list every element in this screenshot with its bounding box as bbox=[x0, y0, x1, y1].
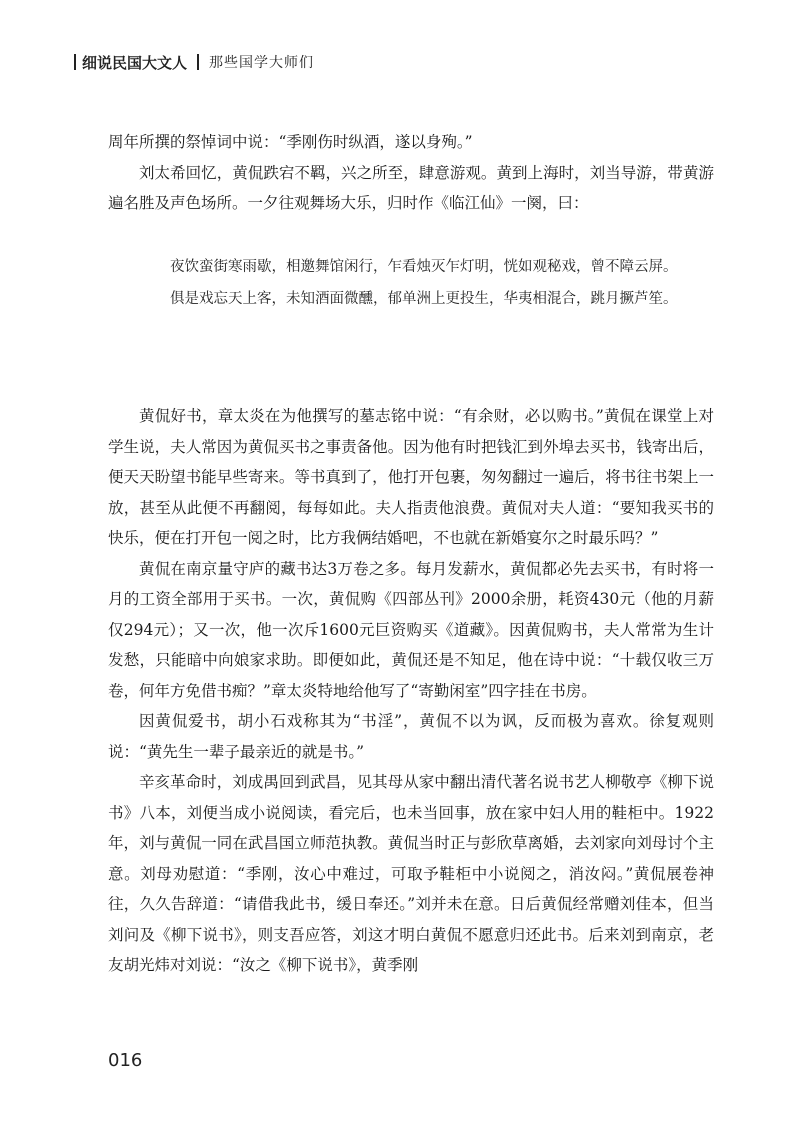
intro-text bbox=[108, 127, 714, 219]
poem-stanza: 夜饮蛮街寒雨歇，相邀舞馆闲行，乍看烛灭乍灯明，恍如观秘戏，曾不障云屏。 bbox=[170, 259, 678, 275]
poem-quote bbox=[108, 253, 714, 313]
main-text bbox=[108, 401, 714, 981]
header-divider bbox=[197, 54, 199, 70]
page-number: 016 bbox=[108, 1050, 143, 1071]
paragraph: 因黄侃爱书，胡小石戏称其为“书淫”，黄侃不以为讽，反而极为喜欢。徐复观则说：“黄先生一辈子最亲近的就是书。” bbox=[108, 712, 714, 761]
chapter-subtitle: 那些国学大师们 bbox=[209, 55, 315, 71]
paragraph: 刘太希回忆，黄侃跌宕不羁，兴之所至，肆意游观。黄到上海时，刘当导游，带黄游遍名胜及声色场所。一夕往观舞场大乐，归时作《临江仙》一阕，曰： bbox=[108, 163, 714, 212]
header-divider bbox=[74, 54, 76, 70]
poem-stanza: 俱是戏忘天上客，未知酒面微醺，郁单洲上更投生，华夷相混合，跳月撅芦笙。 bbox=[170, 290, 678, 307]
paragraph: 周年所撰的祭悼词中说：“季刚伤时纵酒，遂以身殉。” bbox=[108, 133, 473, 151]
paragraph: 黄侃好书，章太炎在为他撰写的墓志铭中说：“有余财，必以购书。”黄侃在课堂上对学生说，夫人常因为黄侃买书之事责备他。因为他有时把钱汇到外埠去买书，钱寄出后，便天天盼望书能早些寄来。等书真到了，他打开包裹，匆匆翻过一遍后，将书往书架上一放，甚至从此便不再翻阅，每每如此。夫人指责他浪费。黄侃对夫人道：“要知我买书的快乐，便在打开包一阅之时，比方我俩结婚吧，不也就在新婚宴尔之时最乐吗？” bbox=[108, 407, 714, 547]
paragraph: 黄侃在南京量守庐的藏书达3万卷之多。每月发薪水，黄侃都必先去买书，有时将一月的工资全部用于买书。一次，黄侃购《四部丛刊》2000余册，耗资430元（他的月薪仅294元）；又一次，他一次斥1600元巨资购买《道藏》。因黄侃购书，夫人常常为生计发愁，只能暗中向娘家求助。即便如此，黄侃还是不知足，他在诗中说：“十载仅收三万卷，何年方免借书痴？”章太炎特地给他写了“寄勤闲室”四字挂在书房。 bbox=[108, 559, 714, 700]
running-header bbox=[74, 50, 314, 74]
book-title: 细说民国大文人 bbox=[82, 53, 188, 72]
paragraph: 辛亥革命时，刘成禺回到武昌，见其母从家中翻出清代著名说书艺人柳敬亭《柳下说书》八本，刘便当成小说阅读，看完后，也未当回事，放在家中妇人用的鞋柜中。1922年，刘与黄侃一同在武昌国立师范执教。黄侃当时正与彭欣草离婚，去刘家向刘母讨个主意。刘母劝慰道：“季刚，汝心中难过，可取予鞋柜中小说阅之，消汝闷。”黄侃展卷神往，久久告辞道：“请借我此书，缓日奉还。”刘并未在意。日后黄侃经常赠刘佳本，但当刘问及《柳下说书》，则支吾应答，刘这才明白黄侃不愿意归还此书。后来刘到南京，老友胡光炜对刘说：“汝之《柳下说书》，黄季刚 bbox=[108, 773, 714, 974]
